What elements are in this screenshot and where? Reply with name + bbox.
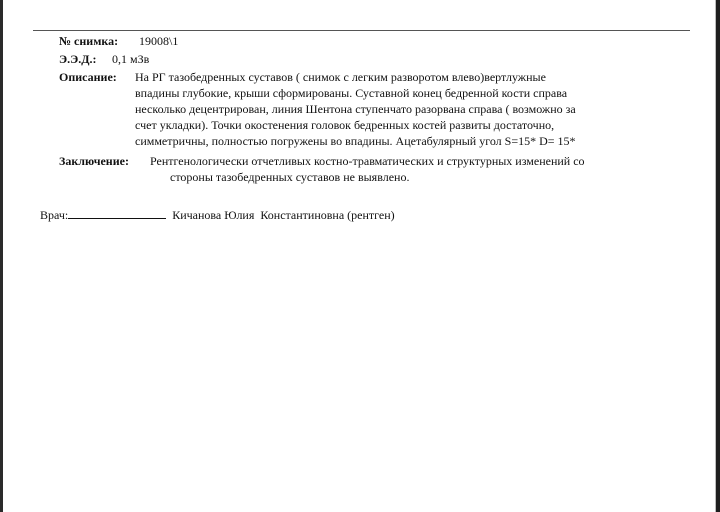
- doctor-signature-line: [40, 207, 395, 223]
- dose-value: 0,1 мЗв: [112, 52, 150, 66]
- description-line: На РГ тазобедренных суставов ( снимок с легким разворотом влево)вертлужные: [135, 70, 546, 84]
- top-divider: [33, 30, 690, 31]
- conclusion-label: Заключение:: [59, 154, 129, 168]
- dose-label: Э.Э.Д.:: [59, 52, 97, 66]
- doctor-name: Кичанова Юлия Константиновна (рентген): [172, 208, 395, 222]
- description-line: впадины глубокие, крыши сформированы. Суставной конец бедренной кости справа: [135, 86, 568, 100]
- doctor-label: Врач:: [40, 208, 69, 222]
- conclusion-line: Рентгенологически отчетливых костно-травматических и структурных изменений со: [150, 154, 585, 168]
- description-line: симметричны, полностью погружены во впадины. Ацетабулярный угол S=15* D= 15*: [135, 134, 576, 148]
- description-label: Описание:: [59, 70, 117, 84]
- conclusion-text: [150, 153, 585, 185]
- image-number-label: № снимка:: [59, 34, 119, 48]
- conclusion-line: стороны тазобедренных суставов не выявлено.: [170, 170, 410, 184]
- image-number-value: 19008\1: [139, 34, 179, 48]
- signature-blank: [68, 207, 166, 219]
- description-line: несколько децентрирован, линия Шентона ступенчато разорвана справа ( возможно за: [135, 102, 576, 116]
- description-text: [135, 69, 576, 149]
- description-line: счет укладки). Точки окостенения головок бедренных костей развиты достаточно,: [135, 118, 555, 132]
